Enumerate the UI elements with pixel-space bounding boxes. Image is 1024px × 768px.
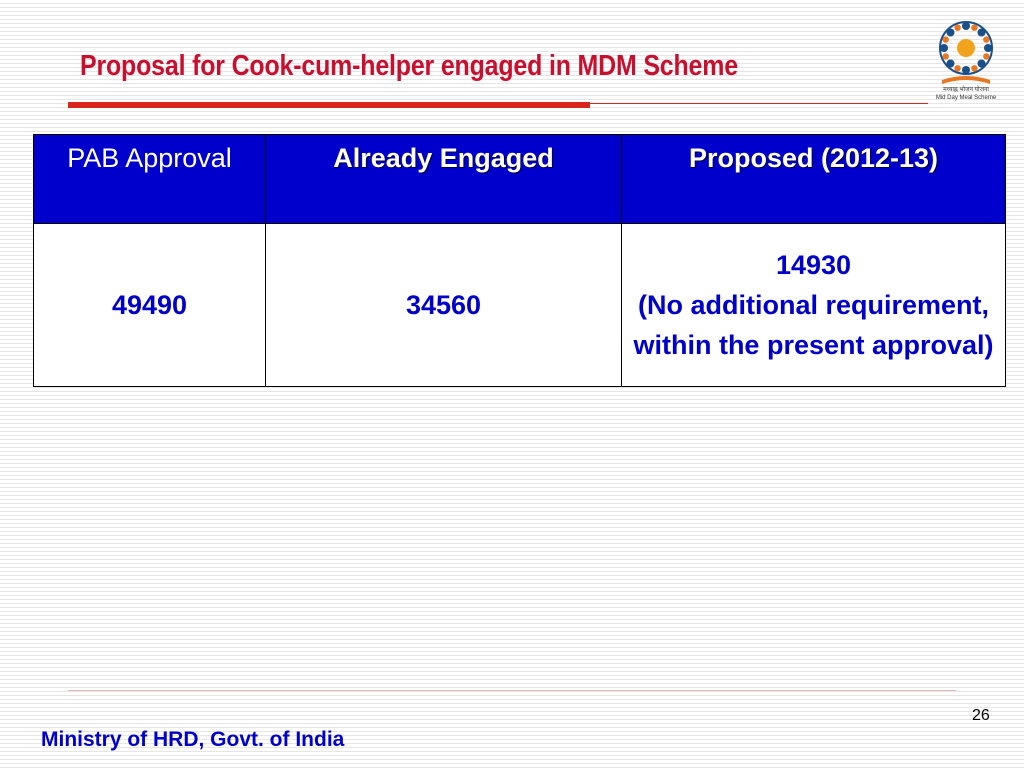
header-pab-approval: PAB Approval xyxy=(34,135,266,224)
page-number: 26 xyxy=(972,707,990,724)
proposed-note: (No additional requirement, within the present approval) xyxy=(633,290,994,360)
footer-ministry: Ministry of HRD, Govt. of India xyxy=(41,728,345,751)
cell-pab-approval: 49490 xyxy=(34,224,266,387)
footer-rule xyxy=(68,690,956,691)
table-row xyxy=(34,224,1006,387)
table-header-row xyxy=(34,135,1006,224)
header-already-engaged: Already Engaged xyxy=(266,135,622,224)
logo-caption-hindi: मध्याह्न भोजन योजना xyxy=(943,87,989,93)
proposed-value: 14930 xyxy=(775,250,852,280)
cell-proposed xyxy=(622,224,1006,387)
title-rule-thick xyxy=(68,102,590,108)
logo-caption xyxy=(928,86,1004,102)
slide-title: Proposal for Cook-cum-helper engaged in MDM Scheme xyxy=(80,50,738,82)
cook-helper-table xyxy=(33,134,1006,387)
cell-already-engaged: 34560 xyxy=(266,224,622,387)
header-proposed: Proposed (2012-13) xyxy=(622,135,1006,224)
title-rule-thin xyxy=(590,103,928,104)
logo-caption-english: Mid Day Meal Scheme xyxy=(935,95,997,101)
